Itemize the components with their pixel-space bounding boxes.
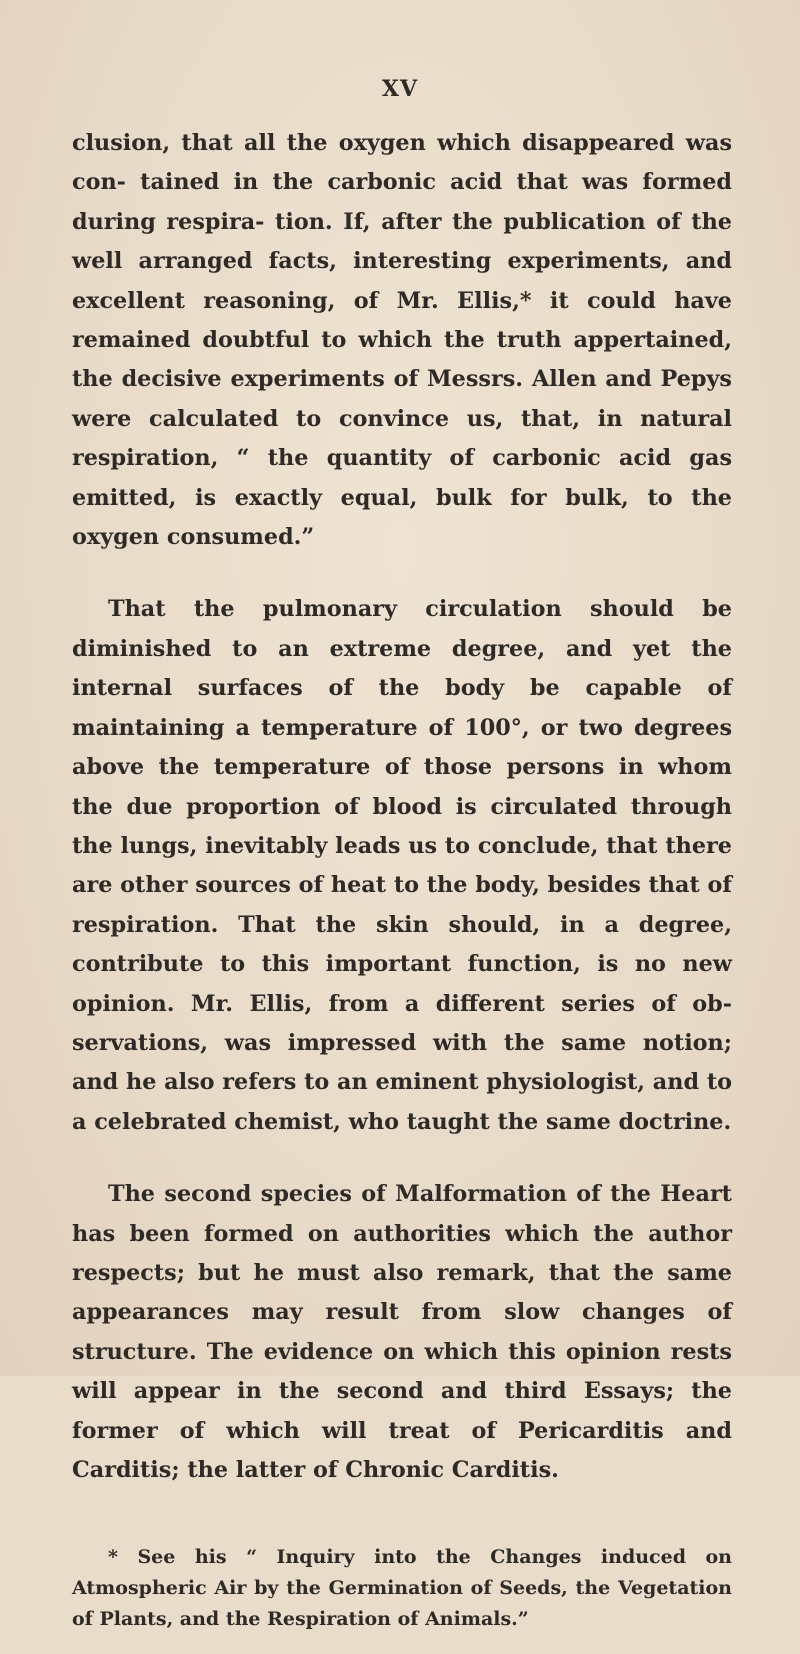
paragraph-2: That the pulmonary circulation should be diminished to an extreme degree, and yet the internal surfaces of the body be capable of maintaining a temperature of 100°, or two degrees above the temperature of those persons in whom the due proportion of blood is circulated through the lungs, inevitably leads us to conclude, that there are other sources of heat to the body, besides that of respiration. That the skin should, in a degree, contribute to this important function, is no new opinion. Mr. Ellis, from a different series of ob- servations, was impressed with the same notion; and he also refers to an eminent physiologist, and to a celebrated chemist, who taught the same doctrine. bbox=[72, 596, 732, 1135]
footnote: * See his “ Inquiry into the Changes induced on Atmospheric Air by the Germination of Seeds, the Vegetation of Plants, and the Respiration of Animals.” bbox=[72, 1546, 732, 1631]
page-number: XV bbox=[381, 76, 419, 102]
paragraph-1: clusion, that all the oxygen which disappeared was con- tained in the carbonic acid that was formed during respira- tion. If, after the publication of the well arranged facts, interesting experiments, and excellent reasoning, of Mr. Ellis,* it could have remained doubtful to which the truth appertained, the decisive experiments of Messrs. Allen and Pepys were calculated to convince us, that, in natural respiration, “ the quantity of carbonic acid gas emitted, is exactly equal, bulk for bulk, to the oxygen consumed.” bbox=[72, 130, 732, 551]
page-body bbox=[72, 124, 732, 1654]
paragraph-3: The second species of Malformation of the Heart has been formed on authorities which the author respects; but he must also remark, that the same appearances may result from slow changes of structure. The evidence on which this opinion rests will appear in the second and third Essays; the former of which will treat of Pericarditis and Carditis; the latter of Chronic Carditis. bbox=[72, 1181, 732, 1483]
